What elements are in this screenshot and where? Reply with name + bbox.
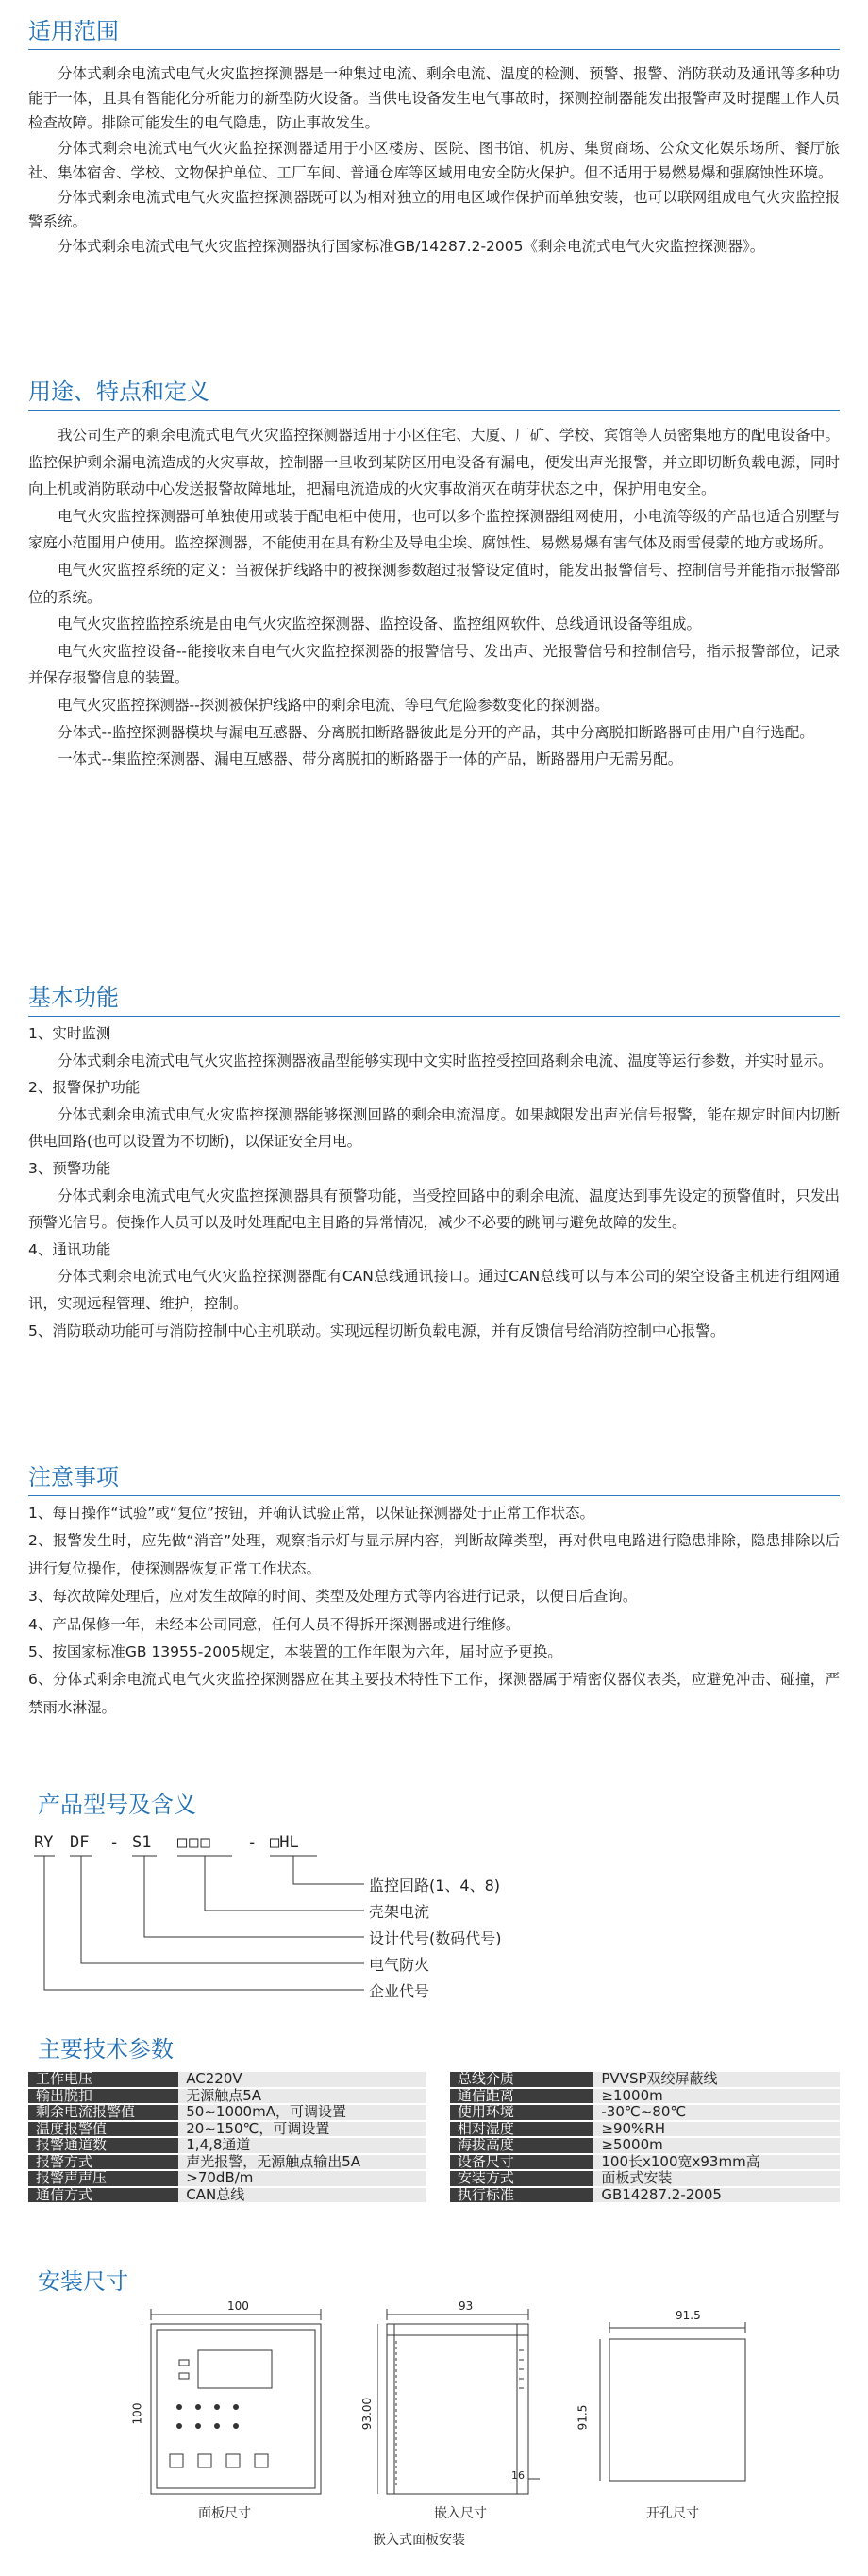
note-item: 3、每次故障处理后，应对发生故障的时间、类型及处理方式等内容进行记录，以便日后查询。	[28, 1588, 638, 1606]
spec-gap	[426, 2188, 450, 2203]
section-title: 安装尺寸	[38, 2268, 128, 2295]
divider	[28, 1016, 840, 1017]
note-item: 2、报警发生时，应先做“消音”处理，观察指示灯与显示屏内容，判断故障类型，再对供电电路进行隐患排除，隐患排除以后进行复位操作，使探测器恢复正常工作状态。	[28, 1532, 840, 1577]
function-heading: 3、预警功能	[28, 1159, 111, 1177]
paragraph: 分体式剩余电流式电气火灾监控探测器既可以为相对独立的用电区域作保护而单独安装，也可以联网组成电气火灾监控报警系统。	[28, 189, 840, 231]
spec-row	[28, 2138, 840, 2153]
spec-value: 声光报警，无源触点输出5A	[178, 2155, 426, 2170]
dim-side-small: 16	[511, 2469, 525, 2482]
function-heading: 1、实时监测	[28, 1025, 111, 1042]
paragraph: 分体式剩余电流式电气火灾监控探测器适用于小区楼房、医院、图书馆、机房、集贸商场、公众文化娱乐场所、餐厅旅社、集体宿舍、学校、文物保护单位、工厂车间、普通仓库等区域用电安全防火保护。但不适用于易燃易爆和强腐蚀性环境。	[28, 139, 840, 181]
note-item: 6、分体式剩余电流式电气火灾监控探测器应在其主要技术特性下工作，探测器属于精密仪器仪表类，应避免冲击、碰撞，严禁雨水淋湿。	[28, 1671, 840, 1716]
spec-key: 总线介质	[450, 2072, 594, 2087]
model-code-hl: □HL	[270, 1833, 299, 1852]
dim-side-width: 93	[459, 2299, 474, 2313]
model-diagram	[34, 1831, 562, 2001]
spec-row	[28, 2089, 840, 2104]
section-install	[38, 2265, 840, 2298]
note-item: 1、每日操作“试验”或“复位”按钮，并确认试验正常，以保证探测器处于正常工作状态。	[28, 1505, 594, 1522]
model-code-s1: S1	[132, 1833, 152, 1852]
model-label: 设计代号(数码代号)	[369, 1929, 502, 1947]
paragraph: 分体式剩余电流式电气火灾监控探测器执行国家标准GB/14287.2-2005《剩余电流式电气火灾监控探测器》。	[58, 238, 765, 256]
section-body	[28, 1020, 840, 1344]
dim-front-width: 100	[227, 2299, 249, 2313]
spec-value: AC220V	[178, 2072, 426, 2087]
spec-row	[28, 2122, 840, 2137]
model-code-dash: -	[109, 1833, 120, 1852]
function-heading: 4、通讯功能	[28, 1240, 111, 1258]
caption-side: 嵌入尺寸	[434, 2506, 487, 2521]
spec-key: 工作电压	[28, 2072, 178, 2087]
spec-gap	[426, 2122, 450, 2137]
section-specs	[38, 2033, 840, 2065]
side-drawing	[377, 2303, 547, 2530]
section-title: 产品型号及含义	[38, 1792, 196, 1818]
paragraph: 电气火灾监控设备--能接收来自电气火灾监控探测器的报警信号、发出声、光报警信号和控制信号，指示报警部位，记录并保存报警信息的装置。	[28, 642, 840, 687]
function-text: 分体式剩余电流式电气火灾监控探测器液晶型能够实现中文实时监控受控回路剩余电流、温度等运行参数，并实时显示。	[58, 1052, 833, 1069]
spec-value: CAN总线	[178, 2188, 426, 2203]
section-body	[28, 422, 840, 773]
model-label: 壳架电流	[369, 1903, 430, 1921]
model-code-ry: RY	[34, 1833, 54, 1852]
divider	[28, 1495, 840, 1496]
spec-value: ≥5000m	[593, 2138, 840, 2153]
spec-key: 输出脱扣	[28, 2089, 178, 2104]
section-title: 适用范围	[28, 18, 119, 44]
spec-value: GB14287.2-2005	[593, 2188, 840, 2203]
paragraph: 分体式--监控探测器模块与漏电互感器、分离脱扣断路器彼此是分开的产品，其中分离脱扣断路器可由用户自行选配。	[58, 723, 814, 741]
section-body	[28, 1500, 840, 1722]
spec-gap	[426, 2171, 450, 2186]
spec-row	[28, 2105, 840, 2120]
spec-value: 50~1000mA，可调设置	[178, 2105, 426, 2120]
spec-key: 温度报警值	[28, 2122, 178, 2137]
paragraph: 电气火灾监控探测器可单独使用或装于配电柜中使用，也可以多个监控探测器组网使用，小电流等级的产品也适合别墅与家庭小范围用户使用。监控探测器，不能使用在具有粉尘及导电尘埃、腐蚀性、易燃易爆有害气体及雨雪侵蒙的地方或场所。	[28, 507, 840, 552]
spec-row	[28, 2171, 840, 2186]
spec-value: 面板式安装	[593, 2171, 840, 2186]
model-code-dash: -	[247, 1833, 258, 1852]
function-text: 分体式剩余电流式电气火灾监控探测器具有预警功能，当受控回路中的剩余电流、温度达到事先设定的预警值时，只发出预警光信号。使操作人员可以及时处理配电主目路的异常情况，减少不必要的跳闸与避免故障的发生。	[28, 1187, 840, 1232]
spec-row	[28, 2188, 840, 2203]
spec-key: 海拔高度	[450, 2138, 594, 2153]
section-title: 用途、特点和定义	[28, 379, 209, 405]
spec-value: >70dB/m	[178, 2171, 426, 2186]
note-item: 5、按国家标准GB 13955-2005规定，本装置的工作年限为六年，届时应予更换。	[28, 1643, 562, 1661]
section-scope	[28, 15, 840, 260]
section-functions	[28, 982, 840, 1344]
paragraph: 一体式--集监控探测器、漏电互感器、带分离脱扣的断路器于一体的产品，断路器用户无需另配。	[58, 750, 683, 768]
spec-gap	[426, 2089, 450, 2104]
section-title: 基本功能	[28, 985, 119, 1011]
function-text: 分体式剩余电流式电气火灾监控探测器能够探测回路的剩余电流温度。如果越限发出声光信号报警，能在规定时间内切断供电回路(也可以设置为不切断)，以保证安全用电。	[28, 1105, 840, 1151]
spec-value: 100长x100宽x93mm高	[593, 2155, 840, 2170]
dim-cut-width: 91.5	[676, 2309, 701, 2322]
caption-cut: 开孔尺寸	[646, 2506, 699, 2521]
spec-key: 设备尺寸	[450, 2155, 594, 2170]
spec-value: 20~150℃，可调设置	[178, 2122, 426, 2137]
model-label: 监控回路(1、4、8)	[369, 1877, 501, 1894]
section-title: 主要技术参数	[38, 2036, 174, 2062]
paragraph: 电气火灾监控系统的定义：当被保护线路中的被探测参数超过报警设定值时，能发出报警信号、控制信号并能指示报警部位的系统。	[28, 561, 840, 606]
spec-gap	[426, 2155, 450, 2170]
spec-value: 无源触点5A	[178, 2089, 426, 2104]
caption-front: 面板尺寸	[198, 2506, 251, 2521]
dim-side-height: 93.00	[360, 2397, 375, 2431]
model-code-df: DF	[70, 1833, 90, 1852]
spec-key: 通信距离	[450, 2089, 594, 2104]
paragraph: 电气火灾监控探测器--探测被保护线路中的剩余电流、等电气危险参数变化的探测器。	[58, 696, 609, 714]
paragraph: 电气火灾监控监控系统是由电气火灾监控探测器、监控设备、监控组网软件、总线通讯设备等组成。	[58, 615, 702, 633]
section-model	[38, 1789, 840, 1821]
spec-key: 报警方式	[28, 2155, 178, 2170]
spec-key: 剩余电流报警值	[28, 2105, 178, 2120]
paragraph: 分体式剩余电流式电气火灾监控探测器是一种集过电流、剩余电流、温度的检测、预警、报警、消防联动及通讯等多种功能于一体，且具有智能化分析能力的新型防火设备。当供电设备发生电气事故时，探测控制器能发出报警声及时提醒工作人员检查故障。排除可能发生的电气隐患，防止事故发生。	[28, 65, 840, 132]
spec-value: ≥1000m	[593, 2089, 840, 2104]
spec-key: 相对湿度	[450, 2122, 594, 2137]
model-label: 企业代号	[369, 1982, 430, 2000]
front-panel-drawing	[142, 2303, 330, 2530]
spec-value: ≥90%RH	[593, 2122, 840, 2137]
note-item: 4、产品保修一年，未经本公司同意，任何人员不得拆开探测器或进行维修。	[28, 1615, 521, 1633]
spec-gap	[426, 2072, 450, 2087]
spec-key: 报警声声压	[28, 2171, 178, 2186]
spec-value: PVVSP双绞屏蔽线	[593, 2072, 840, 2087]
spec-row	[28, 2155, 840, 2170]
divider	[28, 49, 840, 50]
spec-key: 使用环境	[450, 2105, 594, 2120]
spec-key: 安装方式	[450, 2171, 594, 2186]
function-text: 分体式剩余电流式电气火灾监控探测器配有CAN总线通讯接口。通过CAN总线可以与本公司的架空设备主机进行组网通讯，实现远程管理、维护，控制。	[28, 1268, 840, 1312]
caption-bottom: 嵌入式面板安装	[373, 2533, 465, 2548]
spec-key: 通信方式	[28, 2188, 178, 2203]
section-title: 注意事项	[28, 1464, 119, 1490]
spec-value: 1,4,8通道	[178, 2138, 426, 2153]
dim-front-height: 100	[130, 2402, 144, 2425]
spec-row	[28, 2072, 840, 2087]
spec-table	[28, 2070, 840, 2204]
install-drawings	[0, 2299, 868, 2568]
paragraph: 我公司生产的剩余电流式电气火灾监控探测器适用于小区住宅、大厦、厂矿、学校、宾馆等人员密集地方的配电设备中。监控保护剩余漏电流造成的火灾事故，控制器一旦收到某防区用电设备有漏电，便发出声光报警，并立即切断负载电源，同时向上机或消防联动中心发送报警故障地址，把漏电流造成的火灾事故消灭在萌芽状态之中，保护用电安全。	[28, 427, 840, 498]
section-usage	[28, 376, 840, 773]
spec-key: 执行标准	[450, 2188, 594, 2203]
model-leader-lines	[34, 1831, 562, 2001]
function-item-5: 5、消防联动功能可与消防控制中心主机联动。实现远程切断负载电源，并有反馈信号给消防控制中心报警。	[28, 1322, 726, 1339]
model-label: 电气防火	[369, 1956, 430, 1974]
dim-cut-height: 91.5	[576, 2404, 590, 2431]
function-heading: 2、报警保护功能	[28, 1079, 141, 1097]
section-notes	[28, 1461, 840, 1722]
spec-value: -30℃~80℃	[593, 2105, 840, 2120]
model-code-boxes: □□□	[177, 1833, 212, 1852]
divider	[28, 410, 840, 411]
cutout-drawing	[594, 2316, 755, 2505]
spec-key: 报警通道数	[28, 2138, 178, 2153]
section-body	[28, 61, 840, 260]
spec-gap	[426, 2138, 450, 2153]
spec-gap	[426, 2105, 450, 2120]
